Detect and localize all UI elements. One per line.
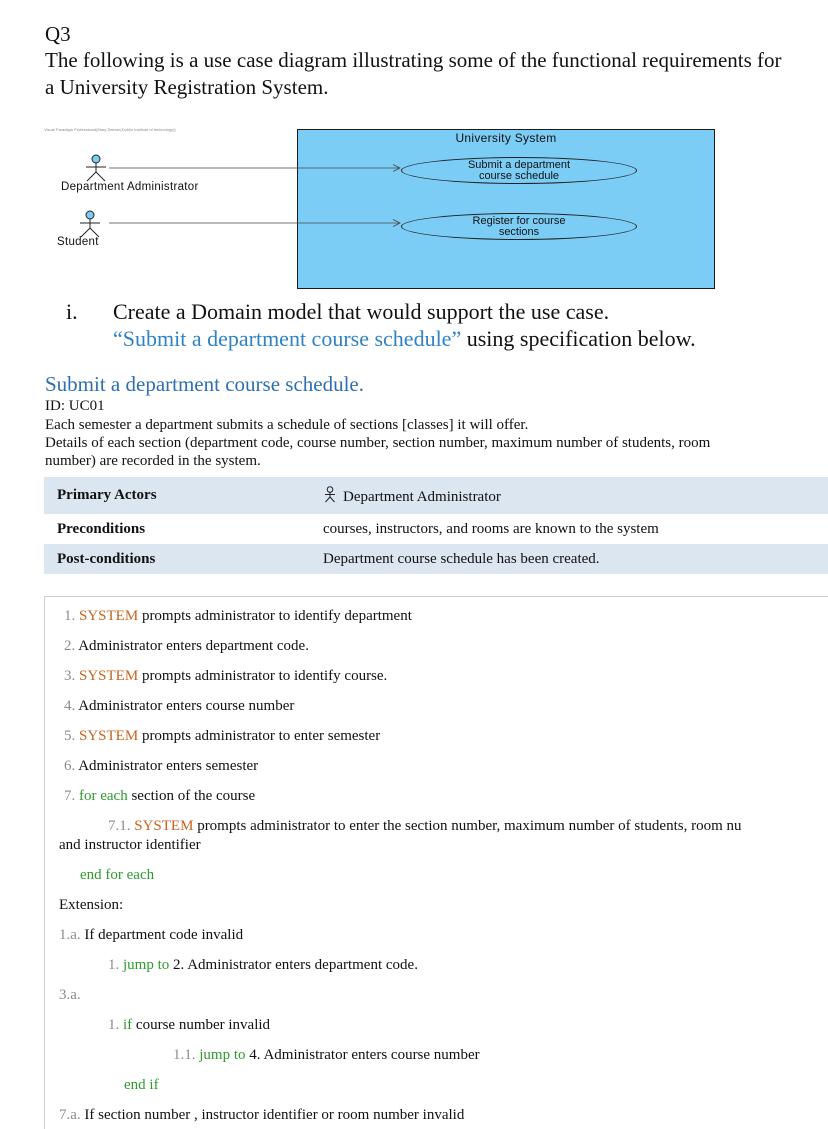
flow-step — [64, 668, 387, 685]
actor-icon — [323, 486, 337, 503]
step-number: 3. — [64, 668, 76, 684]
step-text: Administrator enters department code. — [78, 638, 309, 654]
step-text: course number invalid — [132, 1017, 271, 1033]
actor-department-administrator — [84, 154, 108, 182]
stick-figure-icon — [78, 210, 102, 238]
spec-desc-line2: Details of each section (department code, course number, section number, maximum number of students, room number) are recorded in the system. — [45, 435, 711, 469]
use-case-1-line2: course schedule — [478, 169, 560, 182]
step-number: 7.a. — [59, 1107, 81, 1123]
flow-substep-continuation: and instructor identifier — [59, 837, 201, 853]
table-row — [44, 477, 828, 514]
task-quote: “Submit a department course schedule” — [113, 326, 462, 351]
flow-of-events — [44, 596, 828, 1129]
step-number: 7.1. — [108, 818, 131, 834]
step-text: Administrator enters course number — [78, 698, 295, 714]
step-number: 1.1. — [173, 1047, 196, 1063]
task-number: i. — [66, 299, 78, 324]
extension-3a-substep — [173, 1047, 480, 1064]
association-lines — [44, 127, 720, 292]
row-value — [310, 477, 828, 514]
flow-step — [64, 608, 412, 625]
step-text: 2. Administrator enters department code. — [169, 957, 418, 973]
row-value: courses, instructors, and rooms are known to the system — [323, 520, 659, 537]
step-keyword: jump to — [199, 1047, 246, 1063]
end-if: end if — [124, 1077, 159, 1093]
step-text: 4. Administrator enters course number — [245, 1047, 480, 1063]
step-number: 4. — [64, 698, 76, 714]
step-number: 1. — [64, 608, 76, 624]
use-case-2-line2: sections — [498, 225, 540, 238]
row-key: Preconditions — [57, 520, 146, 537]
use-case-diagram — [44, 127, 720, 292]
spec-description — [45, 416, 725, 470]
spec-title: Submit a department course schedule. — [45, 372, 364, 396]
flow-step — [64, 728, 380, 745]
step-text: If department code invalid — [84, 927, 244, 943]
use-case-2-line1: Register for course — [472, 214, 566, 227]
extension-7a — [59, 1107, 464, 1124]
stick-figure-icon — [84, 154, 108, 182]
step-number: 6. — [64, 758, 76, 774]
system-title: University System — [455, 131, 557, 145]
step-number: 5. — [64, 728, 76, 744]
extension-1a — [59, 927, 243, 944]
step-text: section of the course — [127, 788, 256, 804]
actor-student — [78, 210, 102, 238]
extension-3a: 3.a. — [59, 987, 81, 1003]
step-text: If section number , instructor identifier or room number invalid — [84, 1107, 465, 1123]
spec-info-table — [44, 477, 828, 574]
step-keyword: if — [123, 1017, 133, 1033]
step-number: 7. — [64, 788, 76, 804]
step-keyword: SYSTEM — [79, 728, 139, 744]
step-text: prompts administrator to identify course. — [138, 668, 388, 684]
row-key: Post-conditions — [44, 544, 310, 574]
flow-step — [64, 788, 255, 805]
row-value: Department course schedule has been created. — [310, 544, 828, 574]
task-line2-rest: using specification below. — [461, 326, 696, 351]
step-keyword: SYSTEM — [79, 608, 139, 624]
actor-label-admin: Department Administrator — [61, 181, 199, 193]
step-number: 2. — [64, 638, 76, 654]
extension-3a-step — [108, 1017, 270, 1034]
table-row — [44, 544, 828, 574]
task-line1: Create a Domain model that would support the use case. — [113, 299, 610, 324]
step-keyword: SYSTEM — [79, 668, 139, 684]
spec-desc-line1: Each semester a department submits a schedule of sections [classes] it will offer. — [45, 417, 529, 433]
primary-actor-value: Department Administrator — [343, 488, 501, 505]
step-number: 1.a. — [59, 927, 81, 943]
end-for-each: end for each — [80, 867, 155, 883]
step-number: 1. — [108, 1017, 120, 1033]
question-intro: The following is a use case diagram illustrating some of the functional requirements for a University Registration System. — [45, 48, 782, 99]
step-keyword: SYSTEM — [134, 818, 194, 834]
flow-step — [64, 758, 258, 775]
step-text: prompts administrator to identify department — [138, 608, 412, 624]
task-line2 — [113, 325, 793, 352]
spec-id: ID: UC01 — [45, 398, 105, 414]
step-keyword: jump to — [123, 957, 170, 973]
diagram-watermark: Visual Paradigm Professional(Mary Dalmer(Dublin Institute of technology)) — [44, 127, 176, 132]
extension-label: Extension: — [59, 897, 124, 913]
extension-1a-step — [108, 957, 418, 974]
step-number: 1. — [108, 957, 120, 973]
flow-step — [64, 638, 309, 655]
flow-step — [64, 698, 294, 715]
step-text: Administrator enters semester — [78, 758, 259, 774]
actor-label-student: Student — [57, 236, 99, 248]
use-case-1-line1: Submit a department — [467, 158, 571, 171]
question-number: Q3 — [45, 22, 71, 46]
table-row — [44, 514, 828, 544]
step-text: prompts administrator to enter the section number, maximum number of students, room nu — [193, 818, 742, 834]
row-key: Primary Actors — [44, 477, 310, 514]
flow-substep — [108, 818, 742, 835]
step-keyword: for each — [79, 788, 128, 804]
step-text: prompts administrator to enter semester — [138, 728, 381, 744]
task-text — [113, 298, 793, 352]
